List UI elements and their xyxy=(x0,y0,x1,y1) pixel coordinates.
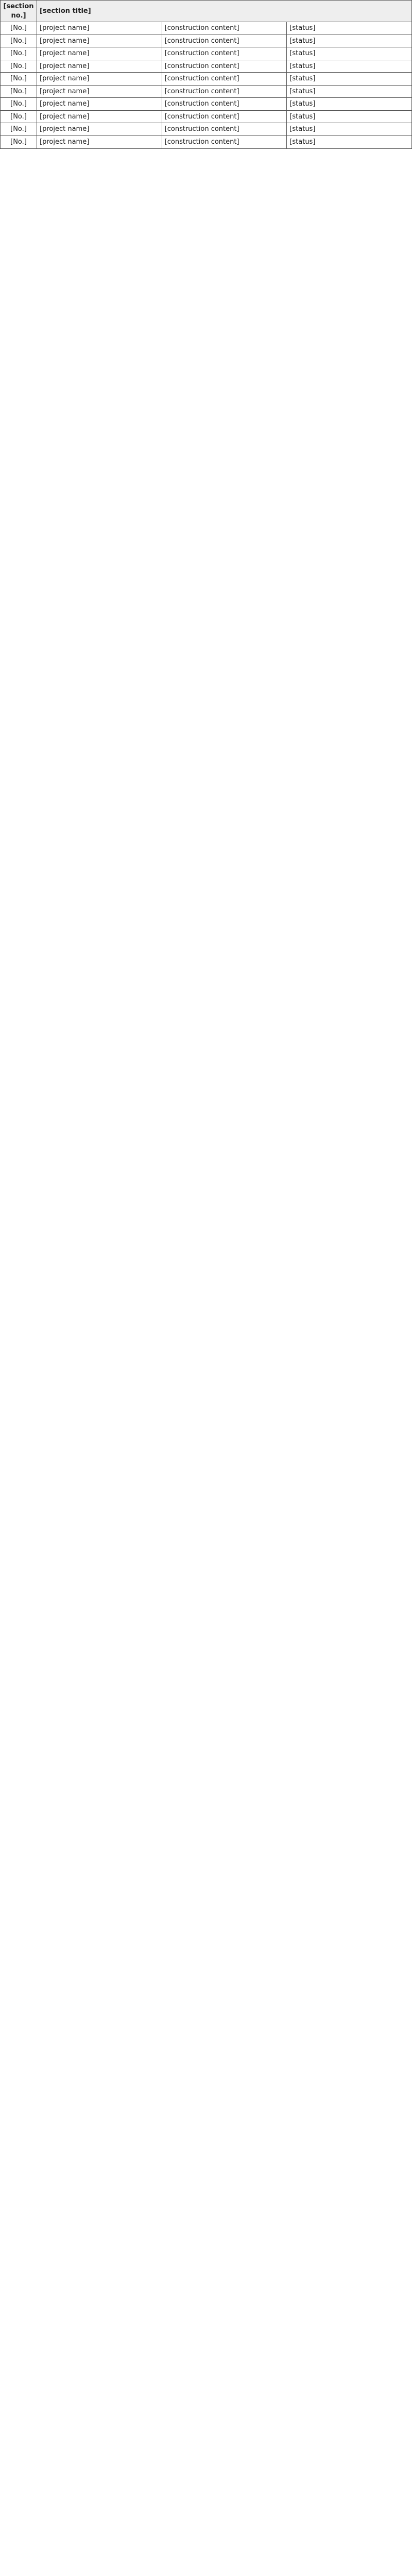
row-construction-content: [construction content] xyxy=(162,22,287,35)
row-status: [status] xyxy=(287,47,412,60)
row-project-name: [project name] xyxy=(37,110,162,123)
row-project-name: [project name] xyxy=(37,47,162,60)
row-status: [status] xyxy=(287,22,412,35)
row-construction-content: [construction content] xyxy=(162,35,287,47)
table-row xyxy=(1,123,412,136)
section-header-row xyxy=(1,1,412,22)
row-number: [No.] xyxy=(1,22,37,35)
row-project-name: [project name] xyxy=(37,85,162,98)
project-table xyxy=(0,0,412,149)
row-project-name: [project name] xyxy=(37,98,162,111)
row-number: [No.] xyxy=(1,35,37,47)
row-status: [status] xyxy=(287,110,412,123)
row-construction-content: [construction content] xyxy=(162,98,287,111)
table-row xyxy=(1,60,412,73)
row-status: [status] xyxy=(287,136,412,149)
row-status: [status] xyxy=(287,98,412,111)
row-construction-content: [construction content] xyxy=(162,47,287,60)
row-number: [No.] xyxy=(1,136,37,149)
row-construction-content: [construction content] xyxy=(162,110,287,123)
row-construction-content: [construction content] xyxy=(162,123,287,136)
row-number: [No.] xyxy=(1,73,37,86)
row-project-name: [project name] xyxy=(37,73,162,86)
row-status: [status] xyxy=(287,73,412,86)
row-construction-content: [construction content] xyxy=(162,73,287,86)
section-number: [section no.] xyxy=(1,1,37,22)
row-number: [No.] xyxy=(1,123,37,136)
table-row xyxy=(1,136,412,149)
row-number: [No.] xyxy=(1,98,37,111)
row-number: [No.] xyxy=(1,60,37,73)
row-construction-content: [construction content] xyxy=(162,60,287,73)
row-number: [No.] xyxy=(1,110,37,123)
row-status: [status] xyxy=(287,35,412,47)
row-project-name: [project name] xyxy=(37,35,162,47)
table-row xyxy=(1,73,412,86)
table-row xyxy=(1,35,412,47)
table-row xyxy=(1,47,412,60)
row-project-name: [project name] xyxy=(37,22,162,35)
row-number: [No.] xyxy=(1,47,37,60)
row-status: [status] xyxy=(287,123,412,136)
project-table-body xyxy=(1,1,412,149)
section-title: [section title] xyxy=(37,1,412,22)
table-row xyxy=(1,22,412,35)
table-row xyxy=(1,98,412,111)
row-project-name: [project name] xyxy=(37,60,162,73)
table-row xyxy=(1,110,412,123)
row-project-name: [project name] xyxy=(37,123,162,136)
row-construction-content: [construction content] xyxy=(162,136,287,149)
row-number: [No.] xyxy=(1,85,37,98)
row-status: [status] xyxy=(287,60,412,73)
row-status: [status] xyxy=(287,85,412,98)
row-project-name: [project name] xyxy=(37,136,162,149)
row-construction-content: [construction content] xyxy=(162,85,287,98)
table-row xyxy=(1,85,412,98)
